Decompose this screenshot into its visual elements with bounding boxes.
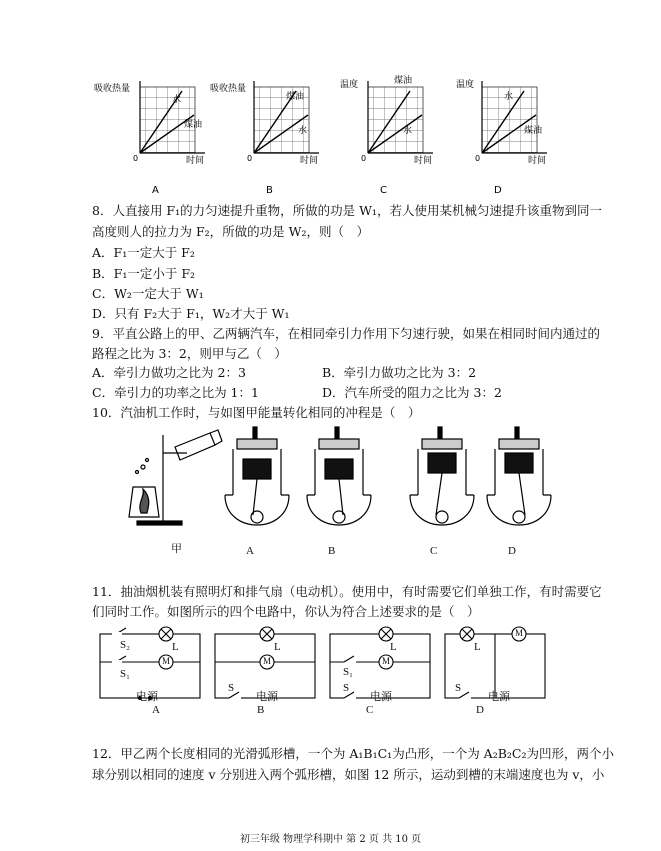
q11-stem-line2: 们同时工作。如图所示的四个电路中，你认为符合上述要求的是（ ）	[92, 604, 480, 619]
circuit-c-source: 电源	[370, 691, 392, 703]
q8-stem-line2: 高度则人的拉力为 F₂，所做的功是 W₂，则（ ）	[92, 224, 369, 239]
circuit-b-switch: S	[228, 682, 235, 694]
q8-option-d: D．只有 F₂大于 F₁，W₂才大于 W₁	[92, 306, 290, 321]
circuit-c-motor: M	[382, 656, 391, 666]
graph-c-origin: 0	[361, 154, 367, 163]
engine-c	[410, 427, 474, 525]
circuit-a-s2: S₂	[120, 639, 130, 651]
circuit-c-switch: S	[343, 682, 350, 694]
circuit-a-s1: S₁	[120, 668, 130, 680]
q12-stem-line1: 12．甲乙两个长度相同的光滑弧形槽，一个为 A₁B₁C₁为凸形，一个为 A₂B₂C₂为凹形，两个小	[92, 746, 614, 761]
graphs-figure	[90, 75, 550, 200]
test-tube-apparatus	[129, 430, 222, 525]
q8-option-b: B．F₁一定小于 F₂	[92, 266, 196, 281]
circuit-b-letter: B	[257, 704, 265, 716]
graph-a-origin: 0	[133, 154, 139, 163]
q8-option-a: A．F₁一定大于 F₂	[92, 245, 195, 260]
circuit-d-motor: M	[515, 628, 524, 638]
q10-label-a: A	[246, 545, 254, 557]
q10-label-c: C	[430, 545, 438, 557]
graph-b-upper: 煤油	[286, 92, 305, 102]
circuit-c-letter: C	[366, 704, 374, 716]
graph-c	[340, 75, 433, 196]
q10-label-d: D	[508, 545, 516, 557]
graph-a	[94, 81, 205, 196]
circuit-a-source: 电源	[136, 691, 158, 703]
graph-d-letter: D	[494, 185, 502, 196]
circuit-b-source: 电源	[256, 691, 278, 703]
engine-b	[307, 427, 371, 525]
circuit-c-s1: S₁	[343, 666, 353, 678]
q11-stem-line1: 11．抽油烟机装有照明灯和排气扇（电动机）。使用中，有时需要它们单独工作，有时需要它	[92, 584, 602, 599]
graph-b-ylabel: 吸收热量	[210, 84, 247, 94]
q9-option-b: B．牵引力做功之比为 3：2	[322, 365, 477, 380]
circuit-d-switch: S	[455, 682, 462, 694]
circuit-d-lamp: L	[474, 641, 481, 653]
graph-d-upper: 水	[504, 92, 514, 102]
circuit-d-source: 电源	[488, 691, 510, 703]
circuit-b-lamp: L	[274, 641, 281, 653]
circuit-d-letter: D	[476, 704, 484, 716]
graph-b-lower: 水	[298, 126, 308, 136]
graph-a-lower: 煤油	[184, 120, 203, 130]
q9-option-c: C．牵引力的功率之比为 1：1	[92, 385, 259, 400]
circuit-c-lamp: L	[390, 641, 397, 653]
graph-d-xlabel: 时间	[528, 156, 547, 166]
graph-a-letter: A	[152, 185, 159, 196]
q10-label-b: B	[328, 545, 336, 557]
circuit-a-motor: M	[162, 656, 171, 666]
graph-a-ylabel: 吸收热量	[94, 84, 131, 94]
graph-c-letter: C	[380, 185, 387, 196]
graph-d-origin: 0	[475, 154, 481, 163]
graph-d-ylabel: 温度	[456, 80, 475, 90]
circuit-b-motor: M	[263, 656, 272, 666]
graph-a-upper: 水	[172, 95, 182, 105]
q9-option-d: D．汽车所受的阻力之比为 3：2	[322, 385, 502, 400]
q10-stem: 10．汽油机工作时，与如图甲能量转化相同的冲程是（ ）	[92, 405, 421, 420]
graph-b-origin: 0	[247, 154, 253, 163]
graph-c-lower: 水	[403, 126, 413, 136]
page-footer: 初三年级 物理学科期中 第 2 页 共 10 页	[239, 834, 422, 845]
graph-c-ylabel: 温度	[340, 80, 359, 90]
graph-c-upper: 煤油	[394, 76, 413, 86]
graph-c-xlabel: 时间	[414, 156, 433, 166]
q10-label-jia: 甲	[171, 543, 182, 555]
circuit-a-letter: A	[152, 704, 160, 716]
graph-b-xlabel: 时间	[300, 156, 319, 166]
q8-option-c: C．W₂一定大于 W₁	[92, 286, 204, 301]
engine-d	[487, 427, 551, 525]
circuit-a-lamp: L	[172, 641, 179, 653]
graph-b	[210, 81, 319, 196]
q12-stem-line2: 球分别以相同的速度 v 分别进入两个弧形槽，如图 12 所示，运动到槽的末端速度也为 v，小	[92, 767, 605, 782]
q9-stem-line1: 9．平直公路上的甲、乙两辆汽车，在相同牵引力作用下匀速行驶，如果在相同时间内通过的	[92, 326, 600, 341]
q9-stem-line2: 路程之比为 3：2，则甲与乙（ ）	[92, 346, 287, 361]
engine-a	[225, 427, 289, 525]
graph-b-letter: B	[266, 185, 273, 196]
q9-option-a: A．牵引力做功之比为 2：3	[92, 365, 246, 380]
graph-a-xlabel: 时间	[186, 156, 205, 166]
graph-d-lower: 煤油	[524, 126, 543, 136]
q8-stem-line1: 8．人直接用 F₁的力匀速提升重物，所做的功是 W₁，若人使用某机械匀速提升该重物到同一	[92, 203, 602, 218]
graph-d	[456, 78, 547, 196]
